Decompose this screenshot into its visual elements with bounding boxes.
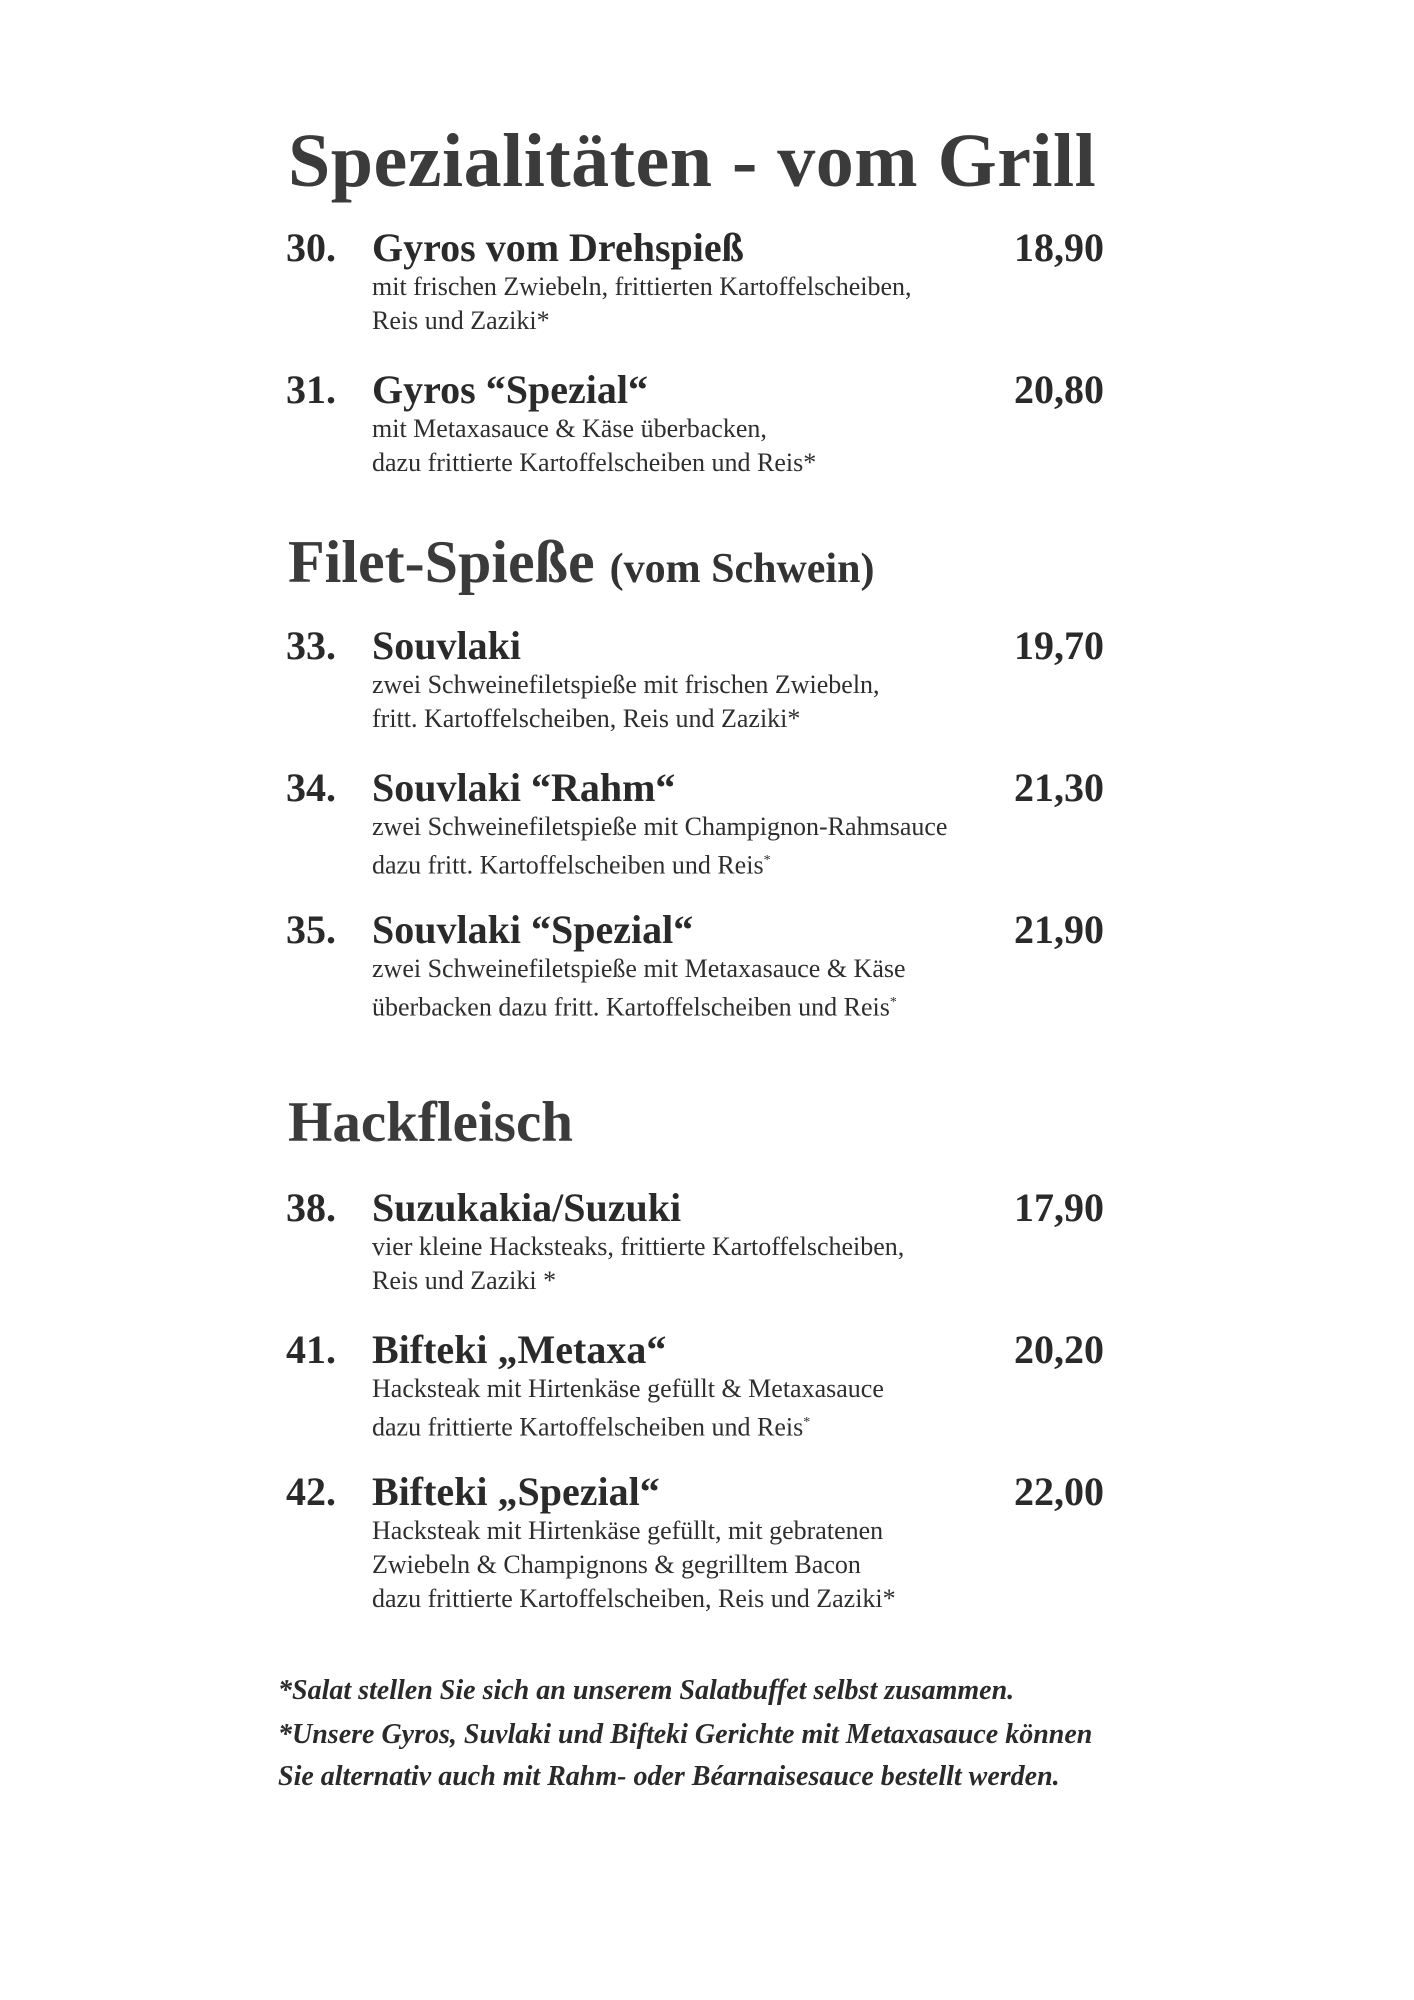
item-number: 30. [286, 225, 336, 270]
description-line: Reis und Zaziki* [372, 306, 550, 335]
item-price: 20,80 [1014, 367, 1104, 412]
item-name: Bifteki „Spezial“ [372, 1469, 660, 1514]
item-price: 19,70 [1014, 623, 1104, 668]
description-line: zwei Schweinefiletspieße mit Metaxasauce & Käse [372, 954, 906, 983]
footnote-sauce: *Unsere Gyros, Suvlaki und Bifteki Gerichte mit Metaxasauce können [278, 1719, 1093, 1750]
description-line: dazu fritt. Kartoffelscheiben und Reis* [372, 850, 771, 880]
description-line: fritt. Kartoffelscheiben, Reis und Zaziki* [372, 704, 801, 733]
item-description [372, 412, 816, 480]
item-description [372, 1372, 884, 1445]
item-name: Bifteki „Metaxa“ [372, 1327, 667, 1372]
item-name: Gyros “Spezial“ [372, 367, 648, 412]
item-price: 21,30 [1014, 765, 1104, 810]
item-description [372, 810, 947, 883]
item-name: Souvlaki “Spezial“ [372, 907, 694, 952]
item-name: Souvlaki [372, 623, 521, 668]
footnote-salat: *Salat stellen Sie sich an unserem Salatbuffet selbst zusammen. [278, 1675, 1015, 1706]
description-line: zwei Schweinefiletspieße mit frischen Zwiebeln, [372, 670, 880, 699]
item-price: 18,90 [1014, 225, 1104, 270]
item-number: 33. [286, 623, 336, 668]
item-number: 38. [286, 1185, 336, 1230]
description-line: dazu frittierte Kartoffelscheiben, Reis und Zaziki* [372, 1584, 896, 1613]
description-line: mit frischen Zwiebeln, frittierten Kartoffelscheiben, [372, 272, 912, 301]
item-number: 42. [286, 1469, 336, 1514]
description-line: Zwiebeln & Champignons & gegrilltem Bacon [372, 1550, 861, 1579]
description-line: Reis und Zaziki * [372, 1266, 557, 1295]
description-line: dazu frittierte Kartoffelscheiben und Reis* [372, 1412, 811, 1442]
item-name: Suzukakia/Suzuki [372, 1185, 682, 1230]
item-number: 41. [286, 1327, 336, 1372]
description-line: vier kleine Hacksteaks, frittierte Kartoffelscheiben, [372, 1232, 905, 1261]
section-title-hackfleisch: Hackfleisch [288, 1091, 573, 1154]
description-line: überbacken dazu fritt. Kartoffelscheiben und Reis* [372, 992, 897, 1022]
item-description [372, 1230, 904, 1298]
item-price: 20,20 [1014, 1327, 1104, 1372]
section-subtitle: (vom Schwein) [609, 546, 875, 592]
description-line: Hacksteak mit Hirtenkäse gefüllt & Metaxasauce [372, 1374, 884, 1403]
item-description [372, 1514, 896, 1616]
item-price: 22,00 [1014, 1469, 1104, 1514]
item-description [372, 668, 880, 736]
item-number: 31. [286, 367, 336, 412]
description-line: zwei Schweinefiletspieße mit Champignon-Rahmsauce [372, 812, 948, 841]
footnote-mark: * [763, 853, 771, 868]
footnote-sauce-cont: Sie alternativ auch mit Rahm- oder Béarnaisesauce bestellt werden. [278, 1761, 1060, 1792]
item-price: 17,90 [1014, 1185, 1104, 1230]
description-line: dazu frittierte Kartoffelscheiben und Reis* [372, 448, 817, 477]
item-number: 35. [286, 907, 336, 952]
section-title-grill: Spezialitäten - vom Grill [288, 119, 1097, 203]
item-description [372, 270, 912, 338]
footnote-mark: * [803, 1415, 811, 1430]
footnotes [278, 1670, 1092, 1798]
item-price: 21,90 [1014, 907, 1104, 952]
description-line: Hacksteak mit Hirtenkäse gefüllt, mit gebratenen [372, 1516, 884, 1545]
section-title-filet [288, 528, 874, 597]
item-number: 34. [286, 765, 336, 810]
item-name: Gyros vom Drehspieß [372, 225, 744, 270]
description-line: mit Metaxasauce & Käse überbacken, [372, 414, 767, 443]
item-name: Souvlaki “Rahm“ [372, 765, 676, 810]
section-title-main: Filet-Spieße [288, 529, 595, 595]
footnote-mark: * [889, 995, 897, 1010]
item-description [372, 952, 906, 1025]
